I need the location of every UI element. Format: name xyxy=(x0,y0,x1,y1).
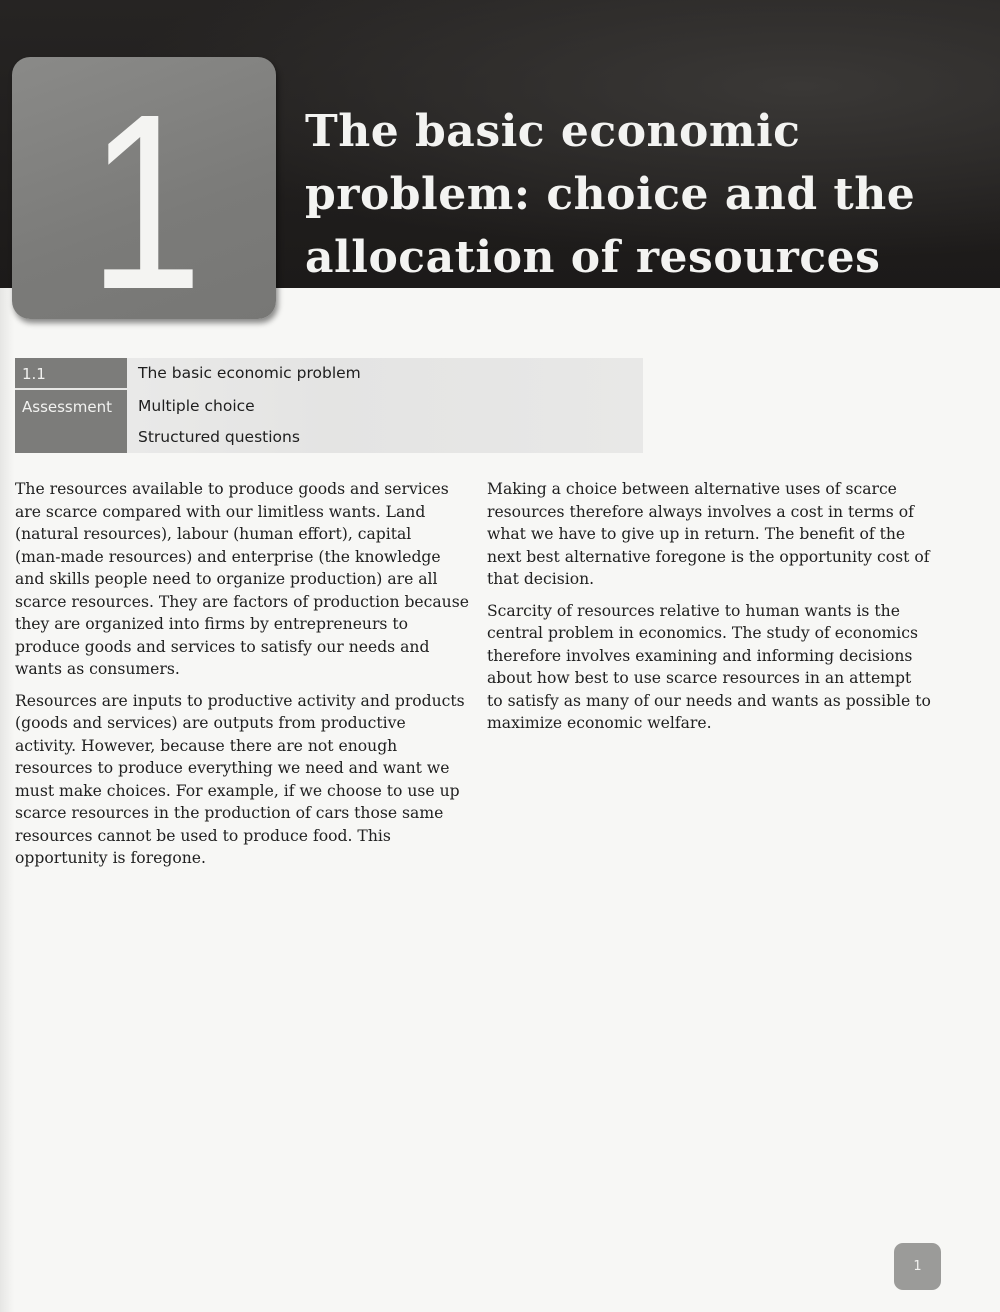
page-number-badge xyxy=(894,1243,941,1290)
topics-divider xyxy=(15,388,127,390)
chapter-title-line: problem: choice and the xyxy=(305,169,916,220)
body-paragraph: Making a choice between alternative uses of scarce resources therefore always involves a cost in terms of what we have to give up in return. The benefit of the next best alternative foregone is the opportunity cost of that decision. xyxy=(487,480,930,588)
topic-label: Assessment xyxy=(22,398,112,416)
chapter-number-box xyxy=(12,57,276,341)
chapter-header xyxy=(0,0,1000,341)
body-column-left xyxy=(15,478,475,879)
topic-value: Structured questions xyxy=(138,428,300,446)
body-paragraph: Resources are inputs to productive activity and products (goods and services) are outputs from productive activity. However, because there are not enough resources to produce everything we need and want we must make choices. For example, if we choose to use up scarce resources in the production of cars those same resources cannot be used to produce food. This opportunity is foregone. xyxy=(15,691,465,867)
chapter-title-line: The basic economic xyxy=(305,106,801,157)
chapter-title-line: allocation of resources xyxy=(305,232,881,283)
topic-label: 1.1 xyxy=(22,365,46,383)
topic-value: The basic economic problem xyxy=(138,364,361,382)
chapter-title xyxy=(305,100,985,289)
body-paragraph: The resources available to produce goods and services are scarce compared with our limitless wants. Land (natural resources), labour (human effort), capital (man-made resources) and enterprise (the knowledge and skills people need to organize production) are all scarce resources. They are factors of production because they are organized into firms by entrepreneurs to produce goods and services to satisfy our needs and wants as consumers. xyxy=(15,480,469,678)
page-edge-shadow xyxy=(0,285,14,1312)
topic-value: Multiple choice xyxy=(138,397,255,415)
page-number: 1 xyxy=(913,1259,922,1274)
chapter-number: 1 xyxy=(88,62,200,341)
body-column-right xyxy=(487,478,947,744)
topics-table xyxy=(15,358,643,453)
body-paragraph: Scarcity of resources relative to human wants is the central problem in economics. The study of economics therefore involves examining and informing decisions about how best to use scarce resources in an attempt to satisfy as many of our needs and wants as possible to maximize economic welfare. xyxy=(487,601,931,732)
